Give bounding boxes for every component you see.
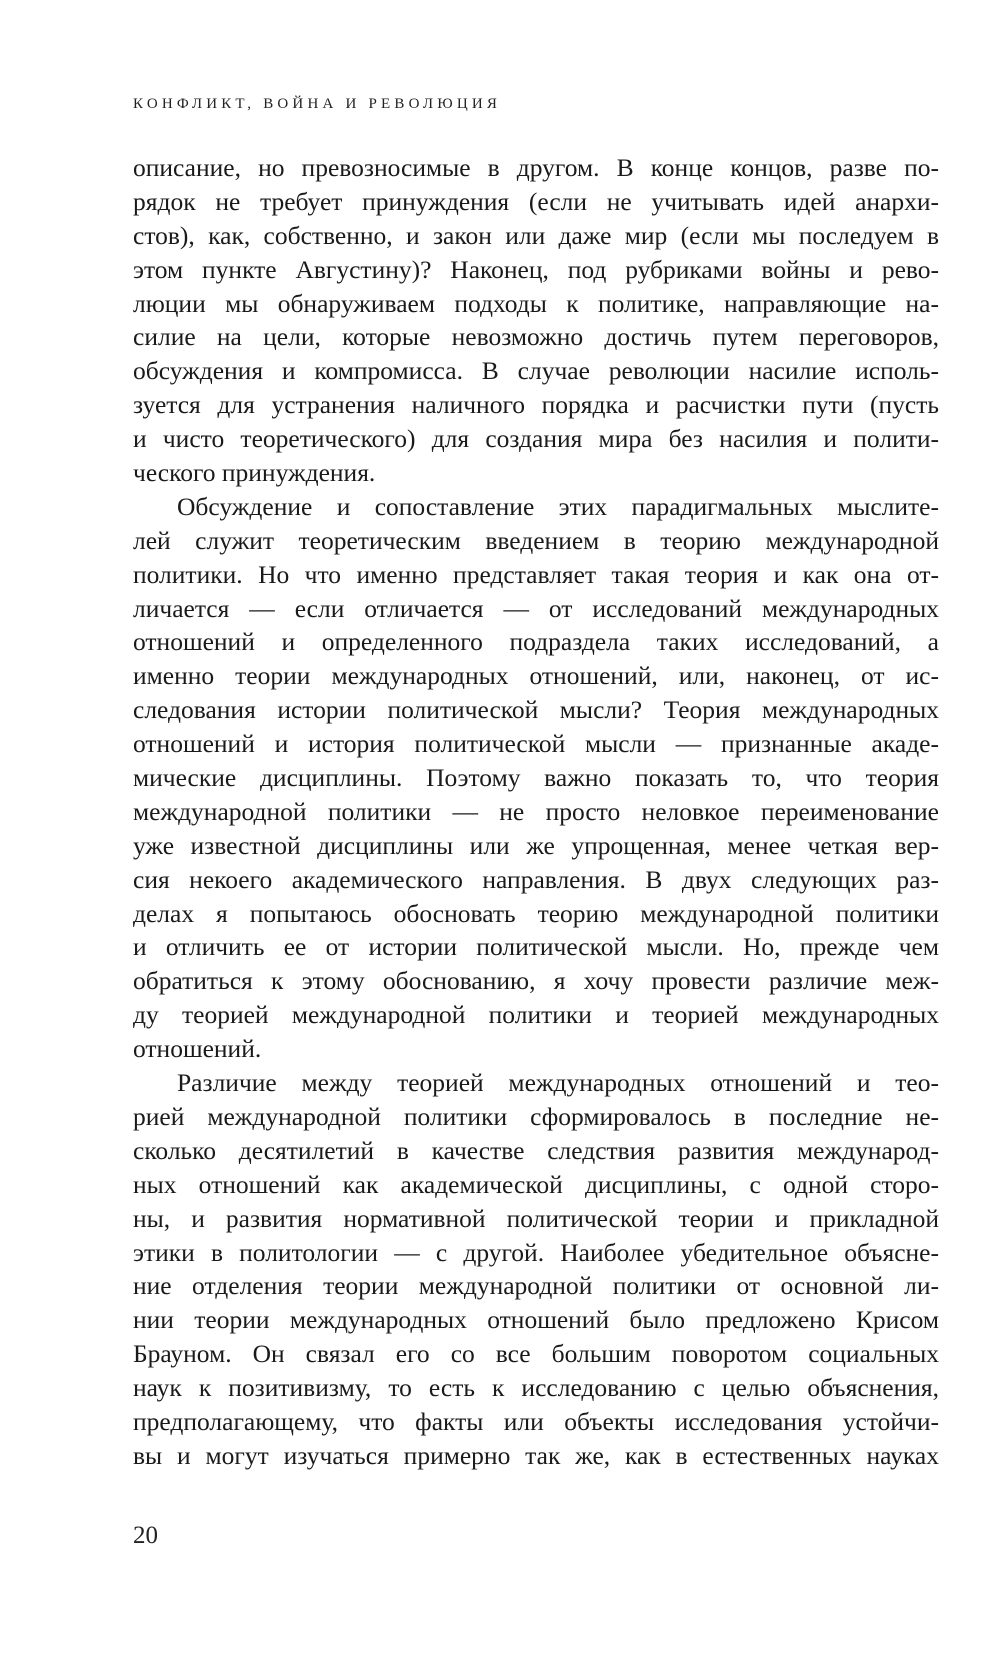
- text-line: сколько десятилетий в качестве следствия развития международ-: [133, 1135, 939, 1165]
- text-line: международной политики — не просто неловкое переименование: [133, 796, 939, 826]
- text-line: вы и могут изучаться примерно так же, как в естественных науках: [133, 1440, 939, 1470]
- text-line: обсуждения и компромисса. В случае революции насилие исполь-: [133, 356, 939, 386]
- text-line: мические дисциплины. Поэтому важно показать то, что теория: [133, 763, 939, 793]
- text-line: уже известной дисциплины или же упрощенная, менее четкая вер-: [133, 830, 939, 860]
- text-line: и чисто теоретического) для создания мира без насилия и полити-: [133, 424, 939, 454]
- text-line: рядок не требует принуждения (если не учитывать идей анархи-: [133, 186, 939, 216]
- text-line: ние отделения теории международной политики от основной ли-: [133, 1271, 939, 1301]
- text-line: Различие между теорией международных отношений и тео-: [177, 1068, 939, 1098]
- text-line: отношений.: [133, 1034, 262, 1064]
- text-line: делах я попытаюсь обосновать теорию международной политики: [133, 898, 939, 928]
- text-line: отношений и история политической мысли — признанные акаде-: [133, 729, 939, 759]
- text-line: этики в политологии — с другой. Наиболее убедительное объясне-: [133, 1237, 939, 1267]
- text-line: предполагающему, что факты или объекты исследования устойчи-: [133, 1406, 939, 1436]
- text-line: сия некоего академического направления. В двух следующих раз-: [133, 864, 939, 894]
- text-line: ны, и развития нормативной политической теории и прикладной: [133, 1203, 939, 1233]
- text-line: наук к позитивизму, то есть к исследованию с целью объяснения,: [133, 1373, 939, 1403]
- text-line: описание, но превозносимые в другом. В конце концов, разве по-: [133, 153, 939, 182]
- text-line: лей служит теоретическим введением в теорию международной: [133, 525, 939, 555]
- text-line: нии теории международных отношений было предложено Крисом: [133, 1305, 939, 1335]
- page-number: 20: [133, 1522, 158, 1549]
- text-line: и отличить ее от истории политической мысли. Но, прежде чем: [133, 932, 939, 962]
- text-line: силие на цели, которые невозможно достичь путем переговоров,: [133, 322, 939, 352]
- text-line: личается — если отличается — от исследований международных: [133, 593, 939, 623]
- text-line: Обсуждение и сопоставление этих парадигмальных мыслите-: [177, 491, 939, 521]
- text-line: ду теорией международной политики и теорией международных: [133, 1000, 939, 1030]
- text-line: ческого принуждения.: [133, 458, 376, 488]
- text-line: отношений и определенного подраздела таких исследований, а: [133, 627, 939, 657]
- text-line: стов), как, собственно, и закон или даже мир (если мы последуем в: [133, 220, 939, 250]
- text-line: люции мы обнаруживаем подходы к политике, направляющие на-: [133, 288, 939, 318]
- body-text: [133, 151, 939, 1473]
- text-line: политики. Но что именно представляет такая теория и как она от-: [133, 559, 939, 589]
- text-line: этом пункте Августину)? Наконец, под рубриками войны и рево-: [133, 254, 939, 284]
- text-line: следования истории политической мысли? Теория международных: [133, 695, 939, 725]
- text-line: именно теории международных отношений, или, наконец, от ис-: [133, 661, 939, 691]
- text-line: Брауном. Он связал его со все большим поворотом социальных: [133, 1339, 939, 1369]
- text-line: рией международной политики сформировалось в последние не-: [133, 1101, 939, 1131]
- running-head: КОНФЛИКТ, ВОЙНА И РЕВОЛЮЦИЯ: [133, 96, 502, 112]
- text-line: ных отношений как академической дисциплины, с одной сторо-: [133, 1169, 939, 1199]
- text-line: обратиться к этому обоснованию, я хочу провести различие меж-: [133, 966, 939, 996]
- text-line: зуется для устранения наличного порядка и расчистки пути (пусть: [133, 390, 939, 420]
